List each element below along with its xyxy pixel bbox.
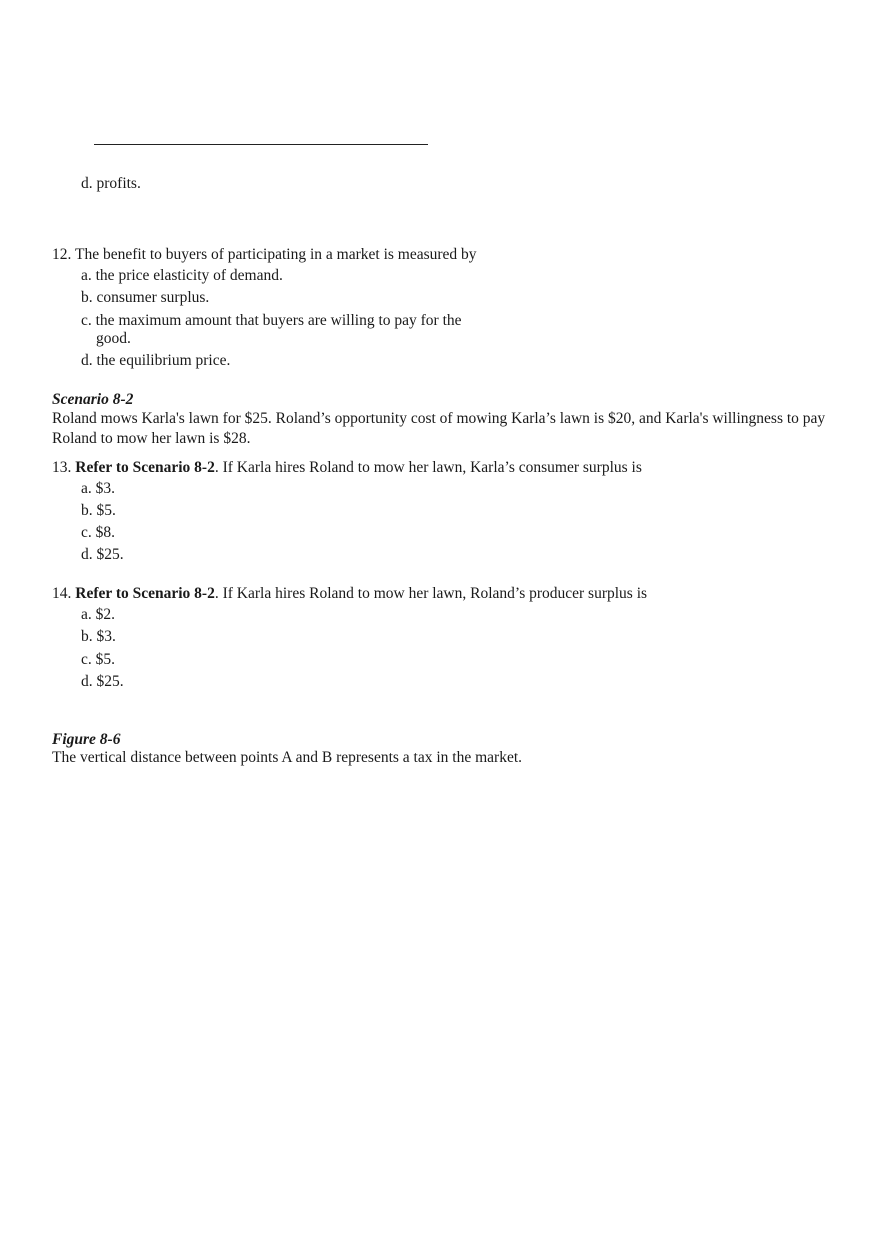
question-14-option-a: a. $2. — [81, 606, 116, 623]
question-13-text: . If Karla hires Roland to mow her lawn, Karla’s consumer surplus is — [214, 459, 642, 476]
question-13-option-c: c. $8. — [81, 524, 116, 541]
question-13-number: 13. — [52, 459, 72, 476]
scenario-title: Scenario 8-2 — [52, 391, 134, 408]
question-12-stem: 12. The benefit to buyers of participating in a market is measured by — [52, 246, 477, 263]
scenario-text: Roland mows Karla's lawn for $25. Roland’s opportunity cost of mowing Karla’s lawn is $20, and Karla's willingness to pay Roland to mow her lawn is $28. — [52, 410, 826, 447]
question-12-option-c: c. the maximum amount that buyers are willing to pay for the — [81, 312, 462, 329]
question-13-stem — [52, 458, 642, 478]
question-14-text: . If Karla hires Roland to mow her lawn, Roland’s producer surplus is — [214, 585, 648, 602]
question-13-option-d: d. $25. — [81, 546, 124, 563]
question-14-number: 14. — [52, 585, 72, 602]
question-12-option-c-continued: good. — [96, 330, 131, 347]
answer-blank-line — [94, 144, 428, 145]
figure-title: Figure 8-6 — [52, 731, 121, 748]
question-12-option-b: b. consumer surplus. — [81, 289, 210, 306]
question-12-option-d: d. the equilibrium price. — [81, 352, 231, 369]
question-12-option-a: a. the price elasticity of demand. — [81, 267, 283, 284]
question-14-option-c: c. $5. — [81, 651, 116, 668]
question-13-reference: Refer to Scenario 8-2 — [75, 459, 215, 476]
question-14-option-b: b. $3. — [81, 628, 116, 645]
previous-question-option-d: d. profits. — [81, 175, 141, 192]
question-14-stem — [52, 584, 647, 604]
question-14-option-d: d. $25. — [81, 673, 124, 690]
question-14-reference: Refer to Scenario 8-2 — [75, 585, 215, 602]
figure-caption: The vertical distance between points A and B represents a tax in the market. — [52, 749, 523, 766]
question-13-option-b: b. $5. — [81, 502, 116, 519]
question-13-option-a: a. $3. — [81, 480, 116, 497]
